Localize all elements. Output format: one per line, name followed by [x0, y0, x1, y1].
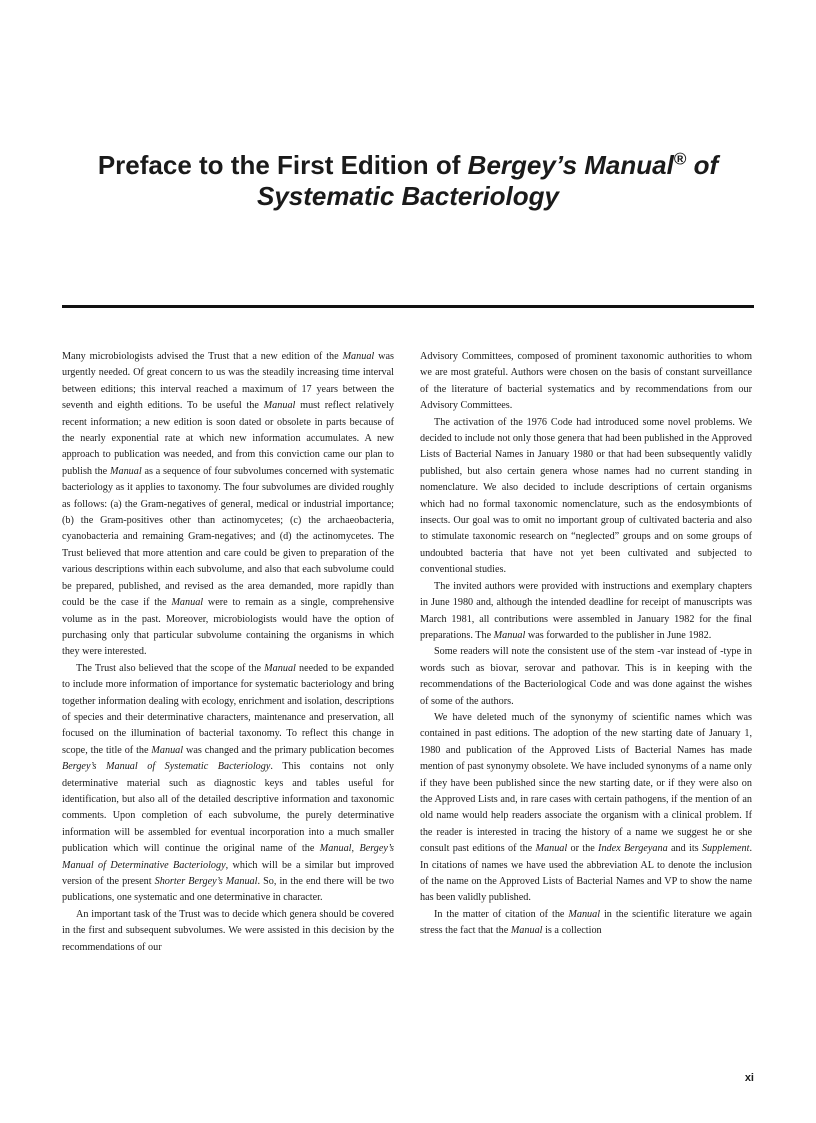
paragraph: [420, 710, 752, 907]
italic-run: Shorter Bergey’s Manual: [154, 876, 258, 887]
left-column: [62, 349, 394, 956]
italic-run: Manual: [171, 597, 204, 609]
text-run: The invited authors were provided with instructions and exemplary chapters in June 1980 and, although the intended deadline for receipt of manuscripts was March 1981, all contributions were assembled in January 1982 for the final preparations. The: [420, 580, 752, 641]
italic-run: Manual: [263, 400, 296, 412]
paragraph: The activation of the 1976 Code had introduced some novel problems. We decided to include not only those genera that had been published in the Approved Lists of Bacterial Names in January 1980 or that had been subsequently validly published, but also certain genera whose names had no current standing in nomenclature. We also decided to include descriptions of certain organisms which had no formal taxonomic nomenclature, such as the endosymbionts of insects. Our goal was to omit no important group of cultivated bacteria and also to stimulate taxonomic research on “neglected” groups and on some groups of undoubted bacteria that have not yet been cultivated and subjected to conventional studies.: [420, 416, 752, 576]
right-column: [420, 349, 752, 940]
title-part-2: Bergey’s Manual: [467, 150, 674, 180]
text-run: or the: [567, 843, 599, 855]
title-part-1: Preface to the First Edition of: [97, 150, 468, 180]
italic-run: Index Bergeyana: [598, 843, 668, 855]
paragraph: An important task of the Trust was to decide which genera should be covered in the first and subsequent subvolumes. We were assisted in this decision by the recommendations of our: [62, 908, 394, 953]
text-run: Many microbiologists advised the Trust that a new edition of the: [62, 351, 343, 362]
text-run: needed to be expanded to include more information of importance for systematic bacteriology and bring together information dealing with ecology, enrichment and isolation, descriptions of species and their determinative characters, maintenance and preservation, all focused on the illumination of bacterial taxonomy. To reflect this change in scope, the title of the: [62, 662, 395, 756]
text-run: . In citations of names we have used the abbreviation AL to denote the inclusion of the name on the Approved Lists of Bacterial Names and VP to show the name has been validly published.: [420, 843, 753, 904]
text-run: in the scientific literature we again stress the fact that the: [420, 908, 752, 937]
italic-run: Manual: [264, 662, 296, 674]
paragraph: [62, 661, 394, 907]
registered-mark: ®: [673, 149, 687, 169]
paragraph: Advisory Committees, composed of prominent taxonomic authorities to whom we are most grateful. Authors were chosen on the basis of constant surveillance of the literature of bacterial systematics and by recommendations from our Advisory Committees.: [420, 351, 752, 412]
text-run: were to remain as a single, comprehensive volume as in the past. Moreover, microbiologists would have the option of purchasing only that particular subvolume containing the organisms in which they were interested.: [62, 597, 394, 658]
italic-run: Manual: [493, 629, 526, 641]
text-run: The Trust also believed that the scope of the: [76, 662, 265, 674]
text-run: as a sequence of four subvolumes concerned with systematic bacteriology as it applies to taxonomy. The four subvolumes are divided roughly as follows: (a) the Gram-negatives of general, medical or industrial importance; (b) the Gram-positives other than actinomycetes; (c) the archaeobacteria, cyanobacteria and remaining Gram-negatives; and (d) the actinomycetes. The Trust believed that more attention and care could be given to preparation of the various descriptions within each subvolume, and also that each subvolume could be prepared, published, and revised as the area demanded, more rapidly than could be the case if the: [62, 465, 394, 609]
paragraph: [420, 907, 752, 940]
text-run: was changed and the primary publication becomes: [183, 744, 394, 756]
italic-run: Manual, Bergey’s Manual of Determinative Bacteriology: [62, 843, 394, 871]
text-run: was urgently needed. Of great concern to us was the steadily increasing time interval between editions; this interval reached a maximum of 17 years between the seventh and eighth editions. To be useful the: [62, 351, 395, 412]
text-run: , which will be a similar but improved version of the present: [62, 859, 394, 887]
italic-run: Manual: [510, 925, 543, 937]
italic-run: Manual: [568, 908, 601, 920]
text-run: In the matter of citation of the: [434, 908, 569, 920]
page-number: xi: [744, 1072, 754, 1084]
italic-run: Manual: [109, 465, 142, 477]
text-run: . So, in the end there will be two publications, one systematic and one determinative in character.: [62, 876, 395, 904]
text-run: and its: [667, 843, 702, 855]
paragraph: [62, 349, 394, 661]
title-rule: [62, 305, 754, 308]
page-title: [62, 150, 754, 212]
paragraph: Some readers will note the consistent use of the stem -var instead of -type in words such as biovar, serovar and pathovar. This is in keeping with the recommendations of the Bacteriological Code and was done against the wishes of some of the authors.: [420, 646, 752, 707]
text-run: We have deleted much of the synonymy of scientific names which was contained in past editions. The adoption of the new starting date of January 1, 1980 and publication of the Approved Lists of Bacterial Names has made mention of past synonymy obsolete. We have included synonyms of a name only if they have been published since the new starting date, or if they were also on the Approved Lists and, in rare cases with certain pathogens, if the mention of an old name would help readers associate the organism with a clinical problem. If the reader is interested in tracing the history of a name we suggest he or she consult past editions of the: [420, 711, 752, 855]
text-run: was forwarded to the publisher in June 1982.: [525, 629, 712, 641]
text-run: . This contains not only determinative material such as diagnostic keys and tables useful for identification, but also all of the detailed descriptive information and taxonomic comments. Upon completion of each subvolume, the purely determinative information will be assembled for eventual incorporation into a much smaller publication which will continue the original name of the: [62, 761, 394, 855]
text-run: must reflect relatively recent information; a new edition is soon dated or obsolete in parts because of the nearly exponential rate at which new information accumulates. A new approach to publication was needed, and from this conviction came our plan to publish the: [62, 400, 394, 477]
title-part-3: of Systematic Bacteriology: [256, 150, 719, 211]
paragraph: [420, 579, 752, 645]
text-run: is a collection: [542, 925, 602, 937]
italic-run: Manual: [342, 351, 375, 362]
italic-run: Manual: [535, 843, 568, 855]
italic-run: Supplement: [701, 843, 750, 855]
italic-run: Manual: [151, 744, 184, 756]
italic-run: Bergey’s Manual of Systematic Bacteriology: [62, 761, 271, 773]
